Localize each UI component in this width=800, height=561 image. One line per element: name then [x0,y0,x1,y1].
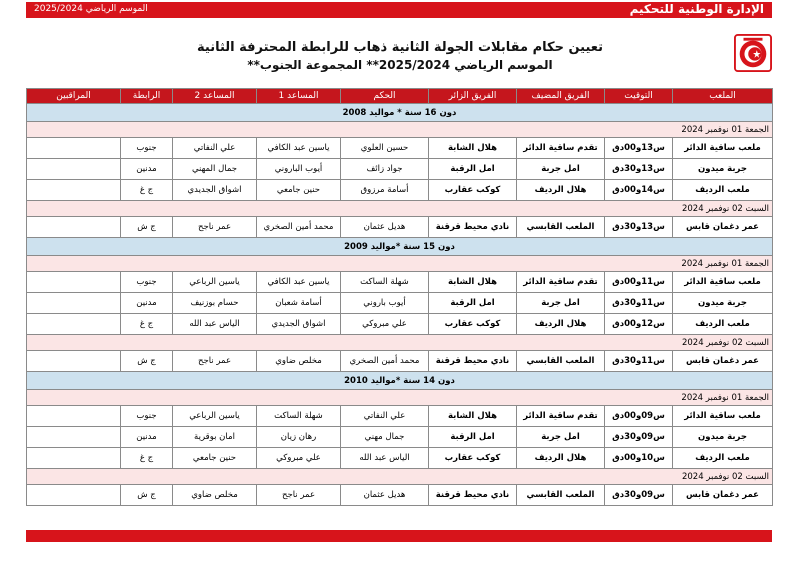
day-label: الجمعة 01 نوفمبر 2024 [27,122,773,138]
assistant2-cell: اشواق الجديدي [173,180,257,201]
venue-cell: ملعب ساقية الدائر [673,406,773,427]
time-cell: س12و00دق [605,314,673,335]
column-header-row [27,89,773,104]
category-row [27,372,773,390]
season-label: الموسم الرياضي 2025/2024 [34,4,148,14]
day-row [27,122,773,138]
away-team-cell: هلال الشابة [429,138,517,159]
ftf-logo-icon [734,34,772,72]
assistant2-cell: الياس عبد الله [173,314,257,335]
page-subtitle: الموسم الرياضي 2025/2024** المجموعة الجنوب** [247,58,553,72]
away-team-cell: كوكب عقارب [429,314,517,335]
assistant2-cell: ياسين الرباعي [173,272,257,293]
assistant1-cell: شهلة الساكت [257,406,341,427]
assistant1-cell: أسامة شعبان [257,293,341,314]
venue-cell: ملعب ساقية الدائر [673,138,773,159]
match-row [27,272,773,293]
away-team-cell: كوكب عقارب [429,448,517,469]
league-cell: ج غ [121,314,173,335]
league-cell: ج ش [121,351,173,372]
away-team-cell: هلال الشابة [429,272,517,293]
assistant2-cell: عمر ناجح [173,217,257,238]
league-cell: ج ش [121,217,173,238]
observers-cell [27,272,121,293]
venue-cell: ملعب الرديف [673,448,773,469]
league-cell: مدنين [121,293,173,314]
league-cell: جنوب [121,138,173,159]
match-row [27,293,773,314]
match-row [27,314,773,335]
referee-cell: علي مبروكي [341,314,429,335]
day-row [27,256,773,272]
away-team-cell: نادي محيط قرقنة [429,351,517,372]
category-title: دون 15 سنة *مواليد 2009 [27,238,773,256]
assistant1-cell: حنين جامعي [257,180,341,201]
assistant1-cell: ياسين عبد الكافي [257,272,341,293]
assistant2-cell: حنين جامعي [173,448,257,469]
assistant1-cell: رهان زيان [257,427,341,448]
assistant2-cell: ياسين الرباعي [173,406,257,427]
column-header: التوقيت [605,89,673,104]
assistant2-cell: عمر ناجح [173,351,257,372]
home-team-cell: امل جربة [517,293,605,314]
league-cell: مدنين [121,427,173,448]
observers-cell [27,406,121,427]
day-label: الجمعة 01 نوفمبر 2024 [27,390,773,406]
day-label: السبت 02 نوفمبر 2024 [27,201,773,217]
referee-cell: أيوب باروني [341,293,429,314]
league-cell: ج ش [121,485,173,506]
venue-cell: ملعب الرديف [673,180,773,201]
away-team-cell: امل الرقبة [429,159,517,180]
time-cell: س10و00دق [605,448,673,469]
away-team-cell: نادي محيط قرقنة [429,217,517,238]
match-row [27,406,773,427]
day-row [27,201,773,217]
referee-cell: جواد زائف [341,159,429,180]
assistant2-cell: حسام بوزنيف [173,293,257,314]
assistant1-cell: ياسين عبد الكافي [257,138,341,159]
observers-cell [27,314,121,335]
observers-cell [27,180,121,201]
category-title: دون 16 سنة * مواليد 2008 [27,104,773,122]
away-team-cell: امل الرقبة [429,427,517,448]
league-cell: جنوب [121,272,173,293]
assistant1-cell: عمر ناجح [257,485,341,506]
column-header: المراقبين [27,89,121,104]
observers-cell [27,293,121,314]
venue-cell: جربة ميدون [673,159,773,180]
time-cell: س14و00دق [605,180,673,201]
referee-cell: محمد أمين الصخري [341,351,429,372]
day-label: السبت 02 نوفمبر 2024 [27,469,773,485]
venue-cell: ملعب الرديف [673,314,773,335]
time-cell: س09و30دق [605,427,673,448]
home-team-cell: امل جربة [517,159,605,180]
day-label: الجمعة 01 نوفمبر 2024 [27,256,773,272]
day-label: السبت 02 نوفمبر 2024 [27,335,773,351]
home-team-cell: تقدم ساقية الدائر [517,406,605,427]
time-cell: س09و00دق [605,406,673,427]
referee-cell: علي النفاتي [341,406,429,427]
day-row [27,469,773,485]
match-row [27,180,773,201]
observers-cell [27,427,121,448]
schedule-table [26,88,773,506]
referee-cell: هديل عثمان [341,485,429,506]
footer-bar [26,530,772,542]
column-header: الرابطة [121,89,173,104]
league-cell: جنوب [121,406,173,427]
away-team-cell: امل الرقبة [429,293,517,314]
time-cell: س13و30دق [605,159,673,180]
observers-cell [27,448,121,469]
home-team-cell: هلال الرديف [517,180,605,201]
assistant2-cell: علي النفاتي [173,138,257,159]
venue-cell: جربة ميدون [673,293,773,314]
assistant1-cell: مخلص ضاوي [257,351,341,372]
assistant2-cell: امان بوقرية [173,427,257,448]
observers-cell [27,217,121,238]
assistant2-cell: مخلص ضاوي [173,485,257,506]
match-row [27,217,773,238]
match-row [27,351,773,372]
time-cell: س09و30دق [605,485,673,506]
home-team-cell: تقدم ساقية الدائر [517,138,605,159]
league-cell: ج غ [121,180,173,201]
home-team-cell: تقدم ساقية الدائر [517,272,605,293]
home-team-cell: الملعب القابسي [517,485,605,506]
time-cell: س13و00دق [605,138,673,159]
assistant2-cell: جمال المهني [173,159,257,180]
observers-cell [27,485,121,506]
referee-cell: جمال مهني [341,427,429,448]
column-header: الفريق الزائر [429,89,517,104]
home-team-cell: هلال الرديف [517,448,605,469]
venue-cell: جربة ميدون [673,427,773,448]
referee-cell: أسامة مرزوق [341,180,429,201]
referee-cell: الياس عبد الله [341,448,429,469]
column-header: المساعد 2 [173,89,257,104]
column-header: الملعب [673,89,773,104]
match-row [27,448,773,469]
referee-cell: حسين العلوي [341,138,429,159]
observers-cell [27,159,121,180]
venue-cell: عمر دغمان قابس [673,217,773,238]
page-title: تعيين حكام مقابلات الجولة الثانية ذهاب للرابطة المحترفة الثانية [197,40,603,55]
referee-cell: شهلة الساكت [341,272,429,293]
home-team-cell: الملعب القابسي [517,351,605,372]
column-header: المساعد 1 [257,89,341,104]
organization-name: الإدارة الوطنية للتحكيم [629,2,764,16]
day-row [27,390,773,406]
assistant1-cell: أيوب الباروني [257,159,341,180]
away-team-cell: نادي محيط قرقنة [429,485,517,506]
time-cell: س11و30دق [605,293,673,314]
away-team-cell: كوكب عقارب [429,180,517,201]
home-team-cell: هلال الرديف [517,314,605,335]
league-cell: ج غ [121,448,173,469]
match-row [27,138,773,159]
assistant1-cell: محمد أمين الصخري [257,217,341,238]
referee-cell: هديل عثمان [341,217,429,238]
home-team-cell: امل جربة [517,427,605,448]
header-bar [26,2,772,18]
category-row [27,238,773,256]
home-team-cell: الملعب القابسي [517,217,605,238]
venue-cell: عمر دغمان قابس [673,351,773,372]
category-title: دون 14 سنة *مواليد 2010 [27,372,773,390]
column-header: الفريق المضيف [517,89,605,104]
column-header: الحكم [341,89,429,104]
league-cell: مدنين [121,159,173,180]
assistant1-cell: علي مبروكي [257,448,341,469]
venue-cell: ملعب ساقية الدائر [673,272,773,293]
observers-cell [27,138,121,159]
day-row [27,335,773,351]
match-row [27,427,773,448]
category-row [27,104,773,122]
time-cell: س11و00دق [605,272,673,293]
venue-cell: عمر دغمان قابس [673,485,773,506]
away-team-cell: هلال الشابة [429,406,517,427]
match-row [27,159,773,180]
assistant1-cell: اشواق الجديدي [257,314,341,335]
observers-cell [27,351,121,372]
time-cell: س13و30دق [605,217,673,238]
match-row [27,485,773,506]
time-cell: س11و30دق [605,351,673,372]
